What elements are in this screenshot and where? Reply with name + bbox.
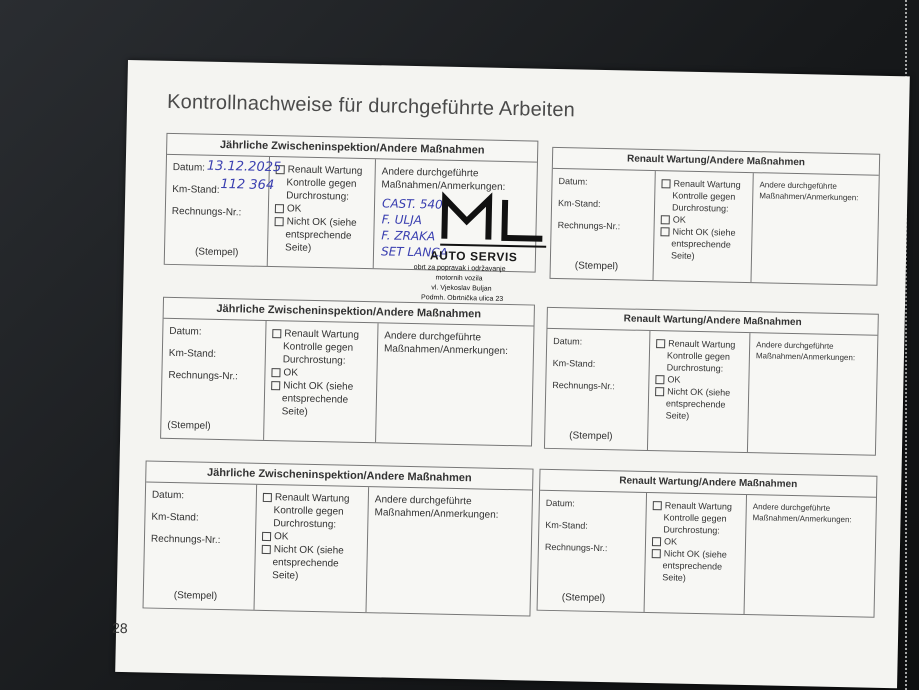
stamp-name: AUTO SERVIS <box>429 248 518 265</box>
datum-label: Datum: <box>151 489 185 502</box>
kontrolle-text: Kontrolle gegen <box>666 350 731 362</box>
handwritten-km-stand: 112 364 <box>220 176 275 194</box>
page-title: Kontrollnachweise für durchgeführte Arbeiten <box>166 90 576 122</box>
seite-text: Seite) <box>670 250 695 261</box>
km-stand-label: Km-Stand: <box>172 183 220 196</box>
entsprechende-text: entsprechende <box>285 229 352 242</box>
checkbox[interactable] <box>271 381 280 390</box>
rechnungs-nr-label: Rechnungs-Nr.: <box>171 205 242 219</box>
seite-text: Seite) <box>662 572 686 583</box>
andere-label-2: Maßnahmen/Anmerkungen: <box>759 191 859 203</box>
entsprechende-text: entsprechende <box>662 560 723 572</box>
rechnungs-nr-label: Rechnungs-Nr.: <box>150 533 221 547</box>
handwritten-note-2: F. ULJA <box>381 212 423 228</box>
renault-wartung-option: Renault Wartung <box>276 164 363 177</box>
rechnungs-nr-label: Rechnungs-Nr.: <box>544 541 608 554</box>
durchrostung-text: Durchrostung: <box>273 518 337 531</box>
durchrostung-text: Durchrostung: <box>282 354 346 367</box>
checkbox[interactable] <box>661 179 670 188</box>
durchrostung-text: Durchrostung: <box>671 202 729 214</box>
ok-option: OK <box>262 531 289 543</box>
checkbox[interactable] <box>661 215 670 224</box>
andere-label-1: Andere durchgeführte <box>381 166 479 180</box>
kontrolle-text: Kontrolle gegen <box>286 177 357 190</box>
renault-box-right-2 <box>544 307 879 456</box>
checkbox[interactable] <box>655 375 664 384</box>
checkbox[interactable] <box>275 204 284 213</box>
andere-label-1: Andere durchgeführte <box>374 494 472 508</box>
inspection-box-left-3 <box>143 460 534 616</box>
datum-label: Datum: <box>553 335 583 347</box>
datum-label: Datum: <box>558 176 588 187</box>
andere-label-2: Maßnahmen/Anmerkungen: <box>755 351 856 363</box>
stamp-line-4: Podmh. Obrtnička ulica 23 <box>421 294 504 303</box>
seite-text: Seite) <box>284 242 312 254</box>
durchrostung-text: Durchrostung: <box>286 190 350 203</box>
datum-label: Datum: <box>169 325 202 338</box>
checkbox[interactable] <box>263 493 272 502</box>
checkbox[interactable] <box>660 227 669 236</box>
andere-label-2: Maßnahmen/Anmerkungen: <box>381 179 506 193</box>
stamp-line-3: vl. Vjekoslav Buljan <box>431 284 492 293</box>
andere-label-2: Maßnahmen/Anmerkungen: <box>752 513 852 525</box>
renault-wartung-option: Renault Wartung <box>263 492 350 505</box>
kontrolle-text: Kontrolle gegen <box>663 512 727 524</box>
andere-label-1: Andere durchgeführte <box>384 330 482 344</box>
page-number: 28 <box>111 619 128 637</box>
andere-label-1: Andere durchgeführte <box>756 340 834 351</box>
andere-label-2: Maßnahmen/Anmerkungen: <box>383 343 509 358</box>
ml-logo-icon <box>438 191 549 249</box>
stempel-label: (Stempel) <box>561 592 606 605</box>
ok-option: OK <box>271 367 298 379</box>
box-header: Jährliche Zwischeninspektion/Andere Maßnahmen <box>146 461 532 490</box>
rechnungs-nr-label: Rechnungs-Nr.: <box>168 369 238 383</box>
durchrostung-text: Durchrostung: <box>663 524 720 536</box>
stamp-line-2: motornih vozila <box>435 274 483 283</box>
box-header: Renault Wartung/Andere Maßnahmen <box>553 148 879 176</box>
checkbox[interactable] <box>653 501 662 510</box>
km-stand-label: Km-Stand: <box>168 347 217 360</box>
checkbox[interactable] <box>655 387 664 396</box>
nicht-ok-option: Nicht OK (siehe <box>275 216 357 229</box>
entsprechende-text: entsprechende <box>665 398 726 410</box>
stamp-line-1: obrt za popravak i održavanje <box>413 264 506 273</box>
stempel-label: (Stempel) <box>574 260 619 273</box>
checkbox[interactable] <box>272 329 281 338</box>
entsprechende-text: entsprechende <box>281 393 349 406</box>
kontrolle-text: Kontrolle gegen <box>273 505 344 518</box>
seite-text: Seite) <box>665 410 690 421</box>
box-header: Renault Wartung/Andere Maßnahmen <box>547 308 877 336</box>
ok-option: OK <box>661 214 686 225</box>
datum-label: Datum: <box>172 161 206 174</box>
box-header: Jährliche Zwischeninspektion/Andere Maßnahmen <box>167 134 537 163</box>
box-header: Renault Wartung/Andere Maßnahmen <box>540 470 876 498</box>
nicht-ok-option: Nicht OK (siehe <box>655 386 730 398</box>
checkbox[interactable] <box>262 532 271 541</box>
handwritten-note-4: SET LANCA <box>380 244 448 260</box>
renault-wartung-option: Renault Wartung <box>653 500 732 512</box>
kontrolle-text: Kontrolle gegen <box>672 190 736 202</box>
handwritten-datum: 13.12.2025 <box>206 158 282 176</box>
checkbox[interactable] <box>271 368 280 377</box>
km-stand-label: Km-Stand: <box>151 511 199 524</box>
stempel-label: (Stempel) <box>194 246 239 259</box>
stempel-label: (Stempel) <box>173 590 218 602</box>
nicht-ok-option: Nicht OK (siehe <box>660 226 735 238</box>
handwritten-note-3: F. ZRAKA <box>381 228 436 244</box>
checkbox[interactable] <box>652 537 661 546</box>
stempel-label: (Stempel) <box>167 419 211 432</box>
andere-label-1: Andere durchgeführte <box>759 180 837 191</box>
checkbox[interactable] <box>275 217 284 226</box>
durchrostung-text: Durchrostung: <box>666 362 724 374</box>
stempel-label: (Stempel) <box>569 430 613 443</box>
renault-wartung-option: Renault Wartung <box>661 178 740 190</box>
renault-wartung-option: Renault Wartung <box>272 328 359 341</box>
nicht-ok-option: Nicht OK (siehe <box>652 548 727 560</box>
km-stand-label: Km-Stand: <box>545 519 588 531</box>
rechnungs-nr-label: Rechnungs-Nr.: <box>557 220 621 232</box>
renault-box-right-3 <box>537 469 878 618</box>
box-header: Jährliche Zwischeninspektion/Andere Maßnahmen <box>164 298 534 327</box>
inspection-box-left-2 <box>160 297 535 447</box>
ok-option: OK <box>652 536 677 547</box>
entsprechende-text: entsprechende <box>272 557 339 570</box>
kontrolle-text: Kontrolle gegen <box>282 341 354 354</box>
ok-option: OK <box>275 203 302 215</box>
km-stand-label: Km-Stand: <box>552 357 596 369</box>
rechnungs-nr-label: Rechnungs-Nr.: <box>552 379 615 392</box>
booklet-page <box>111 60 910 688</box>
seite-text: Seite) <box>272 570 299 582</box>
km-stand-label: Km-Stand: <box>557 198 601 209</box>
checkbox[interactable] <box>652 549 661 558</box>
ok-option: OK <box>655 374 680 385</box>
seite-text: Seite) <box>281 406 308 418</box>
renault-box-right-1 <box>550 147 881 286</box>
renault-wartung-option: Renault Wartung <box>656 338 735 350</box>
handwritten-note-1: CAST. 540 <box>381 196 443 212</box>
checkbox[interactable] <box>656 339 665 348</box>
andere-label-1: Andere durchgeführte <box>752 502 831 513</box>
nicht-ok-option: Nicht OK (siehe <box>271 380 353 393</box>
datum-label: Datum: <box>545 497 575 509</box>
entsprechende-text: entsprechende <box>671 238 731 250</box>
nicht-ok-option: Nicht OK (siehe <box>262 544 344 557</box>
andere-label-2: Maßnahmen/Anmerkungen: <box>374 507 499 521</box>
checkbox[interactable] <box>262 545 271 554</box>
